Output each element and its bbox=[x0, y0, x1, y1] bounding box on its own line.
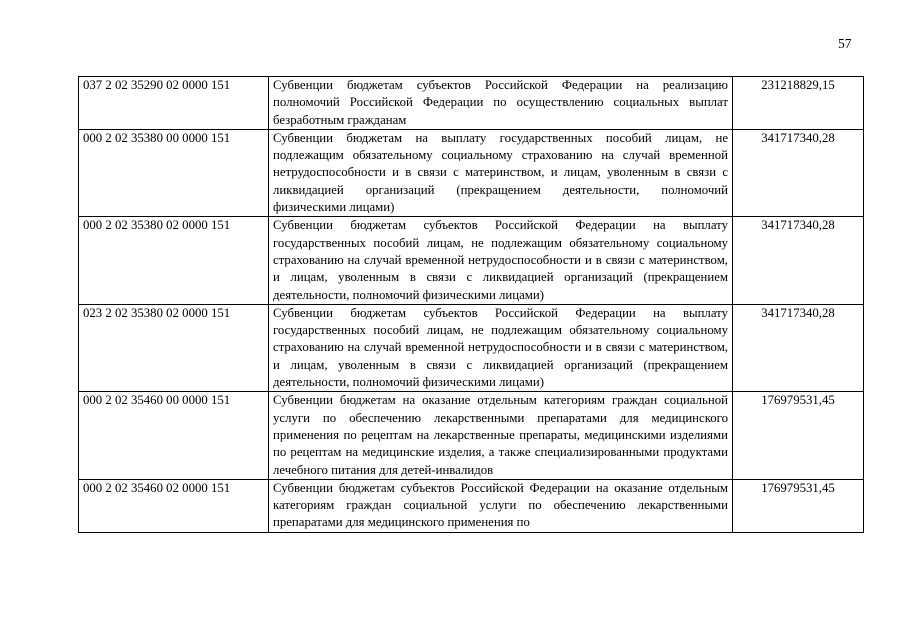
amount-cell: 176979531,45 bbox=[733, 392, 864, 479]
description-cell: Субвенции бюджетам субъектов Российской Федерации на выплату государственных пособий лицам, не подлежащим обязательному социальному страхованию на случай временной нетрудоспособности и в связи с материнством, и лицам, уволенным в связи с ликвидацией организаций (прекращением деятельности, полномочий физическими лицами) bbox=[269, 304, 733, 391]
description-cell bbox=[269, 479, 733, 532]
amount-cell: 176979531,45 bbox=[733, 479, 864, 532]
budget-classification-table bbox=[78, 76, 864, 533]
amount-cell: 341717340,28 bbox=[733, 129, 864, 216]
table-row bbox=[79, 129, 864, 216]
budget-code-cell: 000 2 02 35460 02 0000 151 bbox=[79, 479, 269, 532]
amount-cell: 341717340,28 bbox=[733, 217, 864, 304]
table-row bbox=[79, 479, 864, 532]
description-text: Субвенции бюджетам субъектов Российской Федерации на оказание отдельным категориям граждан социальной услуги по обеспечению лекарственными препаратами для медицинского применения по bbox=[273, 480, 728, 530]
budget-code-cell: 000 2 02 35380 02 0000 151 bbox=[79, 217, 269, 304]
table-row bbox=[79, 77, 864, 130]
amount-cell: 341717340,28 bbox=[733, 304, 864, 391]
budget-code-cell: 037 2 02 35290 02 0000 151 bbox=[79, 77, 269, 130]
table-row bbox=[79, 392, 864, 479]
description-cell: Субвенции бюджетам субъектов Российской Федерации на выплату государственных пособий лицам, не подлежащим обязательному социальному страхованию на случай временной нетрудоспособности и в связи с материнством, и лицам, уволенным в связи с ликвидацией организаций (прекращением деятельности, полномочий физическими лицами) bbox=[269, 217, 733, 304]
page-number: 57 bbox=[838, 36, 852, 51]
description-cell: Субвенции бюджетам на выплату государственных пособий лицам, не подлежащим обязательному социальному страхованию на случай временной нетрудоспособности и в связи с материнством, и лицам, уволенным в связи с ликвидацией организаций (прекращением деятельности, полномочий физическими лицами) bbox=[269, 129, 733, 216]
table-row bbox=[79, 304, 864, 391]
table-row bbox=[79, 217, 864, 304]
description-cell: Субвенции бюджетам на оказание отдельным категориям граждан социальной услуги по обеспечению лекарственными препаратами для медицинского применения по рецептам на лекарственные препараты, медицинскими изделиями по рецептам на медицинские изделия, а также специализированными продуктами лечебного питания для детей-инвалидов bbox=[269, 392, 733, 479]
description-cell: Субвенции бюджетам субъектов Российской Федерации на реализацию полномочий Российской Федерации по осуществлению социальных выплат безработным гражданам bbox=[269, 77, 733, 130]
budget-code-cell: 000 2 02 35460 00 0000 151 bbox=[79, 392, 269, 479]
amount-cell: 231218829,15 bbox=[733, 77, 864, 130]
budget-code-cell: 000 2 02 35380 00 0000 151 bbox=[79, 129, 269, 216]
budget-code-cell: 023 2 02 35380 02 0000 151 bbox=[79, 304, 269, 391]
